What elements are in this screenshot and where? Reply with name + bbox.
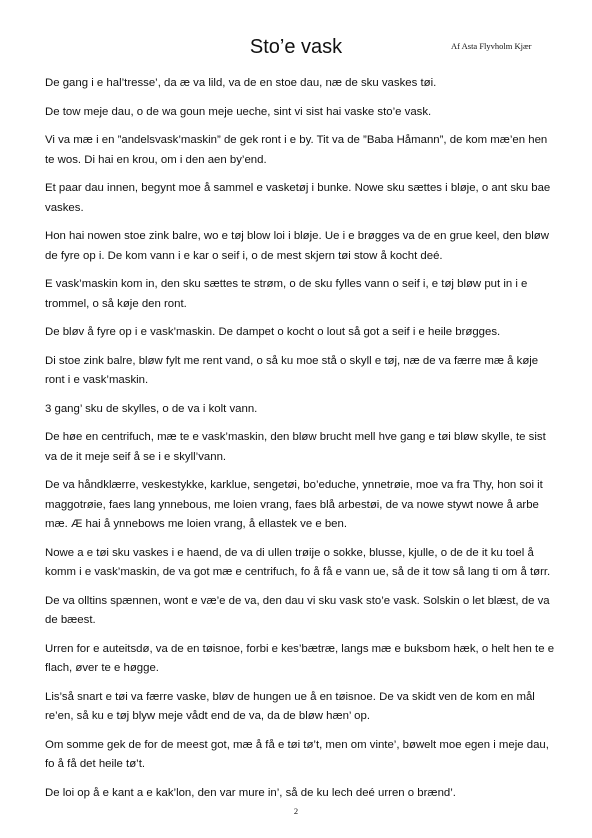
paragraph: De høe en centrifuch, mæ te e vask’maskin, den bløw brucht mell hve gang e tøi bløw skylle, te sist va de it meje seif å se i e skyll’vann. (45, 431, 546, 463)
paragraph: De bløv å fyre op i e vask’maskin. De dampet o kocht o lout så got a seif i e heile brøgges. (45, 326, 501, 338)
page-title: Sto’e vask (249, 36, 343, 58)
paragraph: 3 gang’ sku de skylles, o de va i kolt vann. (45, 402, 258, 415)
paragraph: Lis’så snart e tøi va færre vaske, bløv de hungen ue å en tøisnoe. De va skidt ven de kom en mål re’en, så ku e tøj blyw meje vådt end de va, da de bløw hæn’ op. (45, 690, 535, 722)
paragraph: Hon hai nowen stoe zink balre, wo e tøj blow loi i bløje. Ue i e brøgges va de en grue keel, den bløw de fyre op i. De kom vann i e kar o seif i, o de mest skjern tøi stow å kocht deé. (45, 230, 549, 262)
author-byline: Af Asta Flyvholm Kjær (451, 41, 532, 51)
paragraph: De tow meje dau, o de wa goun meje ueche, sint vi sist hai vaske sto’e vask. (45, 105, 432, 118)
paragraph: De gang i e hal’tresse’, da æ va lild, va de en stoe dau, næ de sku vaskes tøi. (45, 77, 437, 89)
paragraph: Di stoe zink balre, bløw fylt me rent vand, o så ku moe stå o skyll e tøj, næ de va færre mæ å køje ront i e vask’maskin. (45, 354, 539, 386)
body-text (45, 74, 555, 812)
paragraph: E vask’maskin kom in, den sku sættes te strøm, o de sku fylles vann o seif i, e tøj bløw put in i e trommel, o så køje den ront. (45, 278, 528, 310)
paragraph: Nowe a e tøi sku vaskes i e haend, de va di ullen trøije o sokke, blusse, kjulle, o de de it ku toel å komm i e vask’maskin, de va got mæ e centrifuch, fo å få e vann ue, så de it tow så lang ti om å tørr. (45, 546, 551, 578)
page-number: 2 (293, 806, 299, 816)
paragraph: Om somme gek de for de meest got, mæ å få e tøi tø’t, men om vinte’, bøwelt moe egen i meje dau, fo å få det heile tø’t. (45, 738, 549, 770)
paragraph: De loi op å e kant a e kak’lon, den var mure in’, så de ku lech deé urren o brænd’. (45, 786, 456, 799)
paragraph: Et paar dau innen, begynt moe å sammel e vasketøj i bunke. Nowe sku sættes i bløje, o ant sku bae vaskes. (45, 182, 551, 214)
paragraph: Urren for e auteitsdø, va de en tøisnoe, forbi e kes’bætræ, langs mæ e buksbom hæk, o helt hen te e flach, øver te e høgge. (45, 642, 555, 674)
paragraph: Vi va mæ i en ”andelsvask’maskin” de gek ront i e by. Tit va de ”Baba Håmann”, de kom mæ’en hen te wos. Di hai en krou, om i den aen by’end. (45, 134, 548, 166)
paragraph: De va håndklærre, veskestykke, karklue, sengetøi, bo’eduche, ynnetrøie, moe va fra Thy, hon soi it maggotrøie, faes lang ynnebous, me loien vrang, faes blå arbestøi, de va nowe stywt nowe å arbe mæ. Æ hai å ynnebows me loien vrang, å ellastek ve e ben. (45, 479, 543, 530)
paragraph: De va olltins spænnen, wont e væ’e de va, den dau vi sku vask sto’e vask. Solskin o let blæst, de va de bæest. (45, 594, 550, 626)
